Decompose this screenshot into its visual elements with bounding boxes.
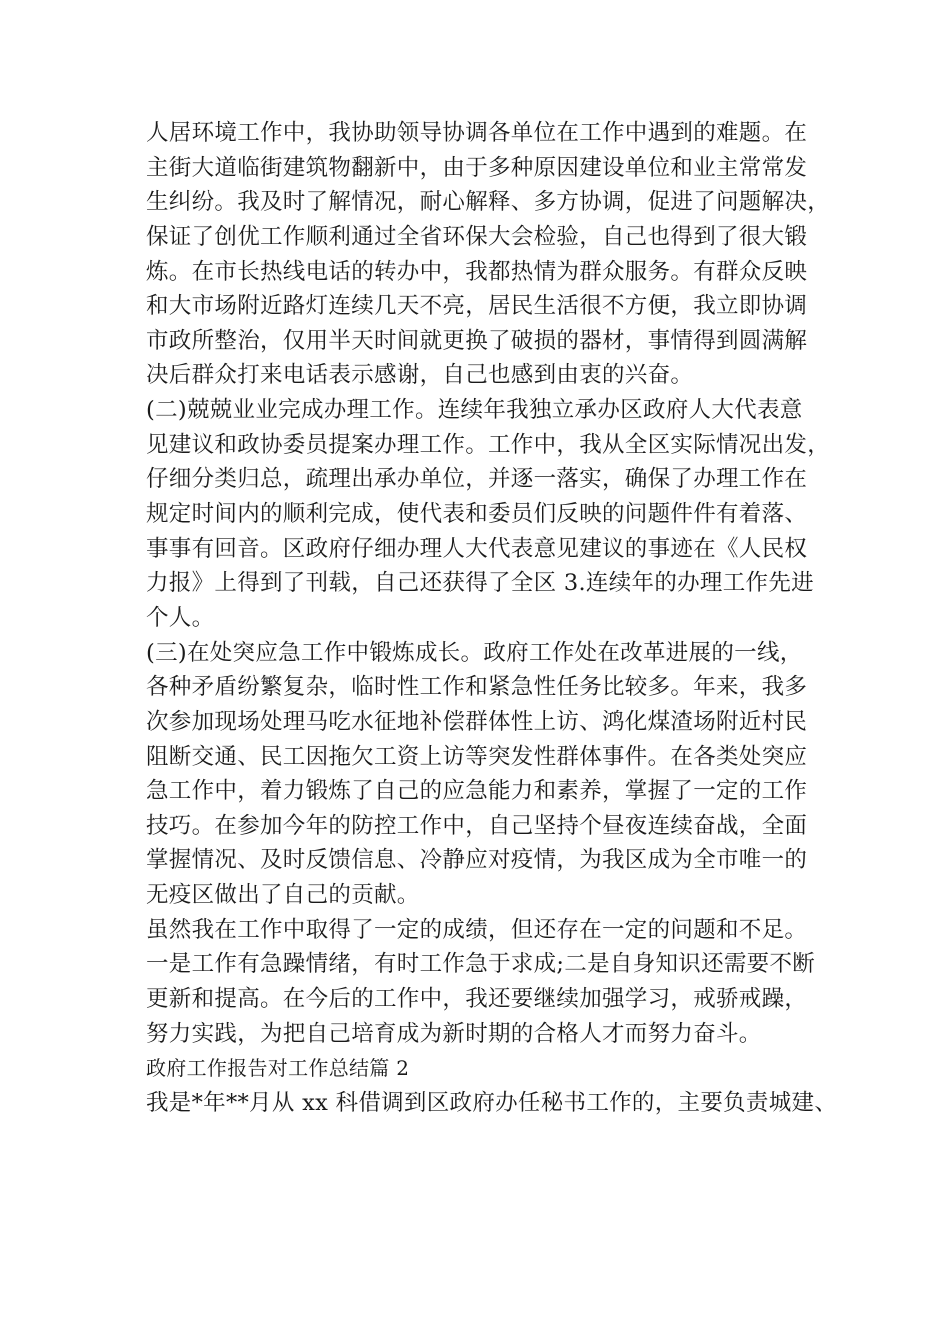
text-line-18: 次参加现场处理马吃水征地补偿群体性上访、鸿化煤渣场附近村民 [146, 708, 808, 735]
text-line-19: 阻断交通、民工因拖欠工资上访等突发性群体事件。在各类处突应 [146, 743, 808, 770]
text-line-4: 保证了创优工作顺利通过全省环保大会检验，自己也得到了很大锻 [146, 223, 808, 250]
text-line-12: 规定时间内的顺利完成，使代表和委员们反映的问题件件有着落、 [146, 501, 808, 528]
text-line-22: 掌握情况、及时反馈信息、冷静应对疫情，为我区成为全市唯一的 [146, 847, 808, 874]
section-heading-3: (三)在处突应急工作中锻炼成长。政府工作处在改革进展的一线， [146, 639, 803, 666]
text-line-26: 更新和提高。在今后的工作中，我还要继续加强学习，戒骄戒躁， [146, 986, 808, 1013]
text-line-23: 无疫区做出了自己的贡献。 [146, 882, 420, 909]
text-line-27: 努力实践，为把自己培育成为新时期的合格人才而努力奋斗。 [146, 1020, 762, 1047]
text-line-1: 人居环境工作中，我协助领导协调各单位在工作中遇到的难题。在 [146, 120, 808, 146]
text-line-8: 决后群众打来电话表示感谢，自己也感到由衷的兴奋。 [146, 362, 694, 389]
text-line-5: 炼。在市长热线电话的转办中，我都热情为群众服务。有群众反映 [146, 258, 808, 285]
document-body [146, 116, 836, 1121]
text-line-21: 技巧。在参加今年的防控工作中，自己坚持个昼夜连续奋战，全面 [146, 812, 808, 839]
text-line-25: 一是工作有急躁情绪，有时工作急于求成;二是自身知识还需要不断 [146, 951, 816, 978]
text-line-10: 见建议和政协委员提案办理工作。工作中，我从全区实际情况出发， [146, 431, 831, 458]
text-line-3: 生纠纷。我及时了解情况，耐心解释、多方协调，促进了问题解决， [146, 189, 831, 216]
text-line-14: 力报》上得到了刊载，自己还获得了全区 3.连续年的办理工作先进 [146, 570, 814, 597]
text-line-24: 虽然我在工作中取得了一定的成绩，但还存在一定的问题和不足。 [146, 916, 808, 943]
text-line-29: 我是*年**月从 xx 科借调到区政府办任秘书工作的，主要负责城建、 [146, 1089, 838, 1116]
text-line-17: 各种矛盾纷繁复杂，临时性工作和紧急性任务比较多。年来，我多 [146, 674, 808, 701]
text-line-15: 个人。 [146, 604, 215, 631]
text-line-20: 急工作中，着力锻炼了自己的应急能力和素养，掌握了一定的工作 [146, 778, 808, 805]
text-line-6: 和大市场附近路灯连续几天不亮，居民生活很不方便，我立即协调 [146, 293, 808, 320]
article-title: 政府工作报告对工作总结篇 2 [146, 1056, 410, 1081]
section-heading-2: (二)兢兢业业完成办理工作。连续年我独立承办区政府人大代表意 [146, 397, 803, 424]
text-line-7: 市政所整治，仅用半天时间就更换了破损的器材，事情得到圆满解 [146, 327, 808, 354]
text-line-2: 主街大道临街建筑物翻新中，由于多种原因建设单位和业主常常发 [146, 154, 808, 181]
text-line-13: 事事有回音。区政府仔细办理人大代表意见建议的事迹在《人民权 [146, 535, 808, 562]
text-line-11: 仔细分类归总，疏理出承办单位，并逐一落实，确保了办理工作在 [146, 466, 808, 493]
